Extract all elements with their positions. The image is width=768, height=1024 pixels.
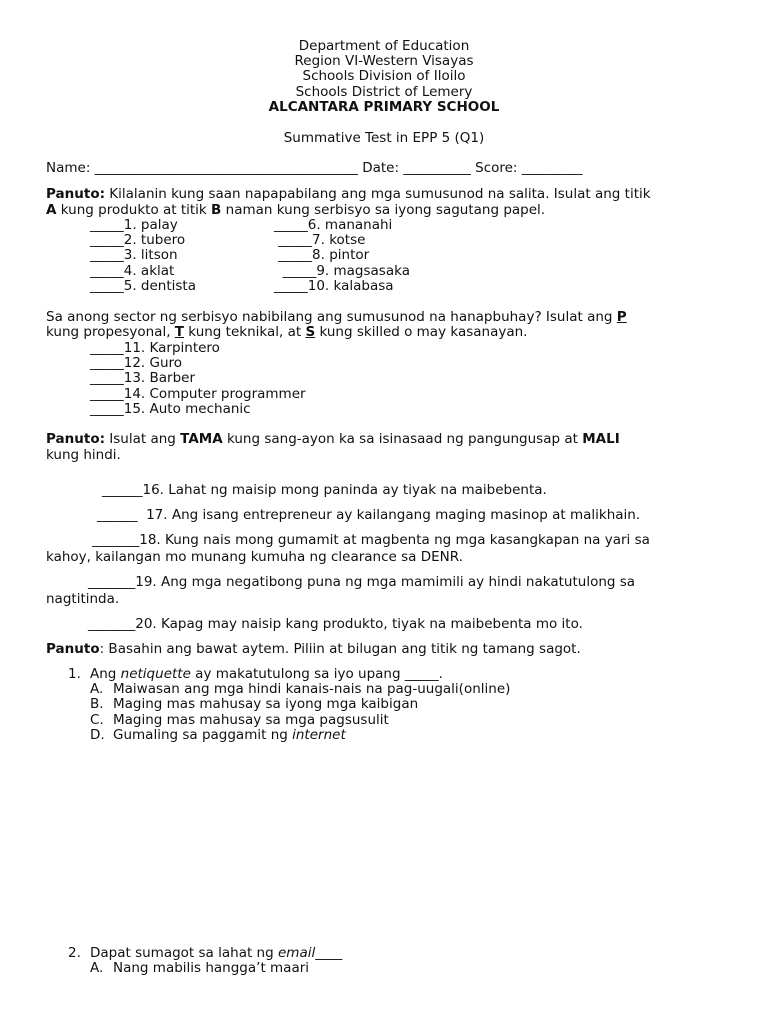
part2-text2: kung propesyonal, bbox=[46, 324, 175, 340]
q2-stem-em: email bbox=[277, 945, 316, 961]
question-1-stem bbox=[90, 667, 443, 682]
part1-letter-a: A bbox=[46, 202, 57, 218]
part2-item-13[interactable]: _____13. Barber bbox=[90, 370, 196, 386]
part4-text: : Basahin ang bawat aytem. Piliin at bilugan ang titik ng tamang sagot. bbox=[99, 641, 581, 657]
part3-instruction-line2: kung hindi. bbox=[46, 447, 121, 463]
part2-instruction-line2 bbox=[46, 325, 527, 340]
part2-item-12[interactable]: _____12. Guro bbox=[90, 355, 183, 371]
part1-letter-b: B bbox=[211, 202, 222, 218]
part1-panuto: Panuto: bbox=[46, 186, 105, 202]
school-name: ALCANTARA PRIMARY SCHOOL bbox=[268, 99, 500, 115]
q1-choice-d-letter[interactable]: D. bbox=[90, 727, 105, 743]
date-label: Date: bbox=[357, 160, 404, 176]
q1-choice-d-pre: Gumaling sa paggamit ng bbox=[113, 727, 293, 743]
q2-stem-post: ____ bbox=[315, 945, 343, 961]
part1-item-4[interactable]: _____4. aklat bbox=[90, 263, 175, 279]
part1-text3: naman kung serbisyo sa iyong sagutang papel. bbox=[221, 202, 546, 218]
part2-text3: kung teknikal, at bbox=[184, 324, 306, 340]
score-blank[interactable]: _________ bbox=[521, 160, 583, 176]
part2-item-15[interactable]: _____15. Auto mechanic bbox=[90, 401, 251, 417]
q1-choice-b-letter[interactable]: B. bbox=[90, 696, 104, 712]
score-label: Score: bbox=[470, 160, 522, 176]
part2-text1: Sa anong sector ng serbisyo nabibilang ang sumusunod na hanapbuhay? Isulat ang bbox=[46, 309, 617, 325]
part1-item-7[interactable]: _____7. kotse bbox=[274, 232, 366, 248]
part1-item-9[interactable]: _____9. magsasaka bbox=[274, 263, 410, 279]
student-info-line bbox=[46, 161, 583, 176]
q1-choice-c[interactable]: Maging mas mahusay sa mga pagsusulit bbox=[113, 712, 389, 728]
part3-text1: Isulat ang bbox=[105, 431, 181, 447]
part1-item-3[interactable]: _____3. litson bbox=[90, 247, 178, 263]
part1-item-5[interactable]: _____5. dentista bbox=[90, 278, 196, 294]
question-2-stem bbox=[90, 946, 342, 961]
question-2-number: 2. bbox=[68, 945, 81, 961]
part1-item-8[interactable]: _____8. pintor bbox=[274, 247, 370, 263]
q1-choice-d-em: internet bbox=[292, 727, 346, 743]
q2-choice-a-letter[interactable]: A. bbox=[90, 960, 104, 976]
part3-item-16[interactable]: ______16. Lahat ng maisip mong paninda ay tiyak na maibebenta. bbox=[102, 482, 547, 498]
part2-instruction-line1 bbox=[46, 310, 627, 325]
part1-text1: Kilalanin kung saan napapabilang ang mga sumusunod na salita. Isulat ang titik bbox=[105, 186, 651, 202]
q1-stem-em: netiquette bbox=[120, 666, 191, 682]
q1-choice-a-letter[interactable]: A. bbox=[90, 681, 104, 697]
part1-instruction-line1 bbox=[46, 187, 651, 202]
part3-item-19-line1[interactable]: _______19. Ang mga negatibong puna ng mga mamimili ay hindi nakatutulong sa bbox=[88, 574, 636, 590]
part1-text2: kung produkto at titik bbox=[56, 202, 212, 218]
part3-item-18-line1[interactable]: _______18. Kung nais mong gumamit at magbenta ng mga kasangkapan na yari sa bbox=[92, 532, 650, 548]
part3-text2: kung sang-ayon ka sa isinasaad ng pangungusap at bbox=[222, 431, 583, 447]
q1-choice-c-letter[interactable]: C. bbox=[90, 712, 104, 728]
part2-item-14[interactable]: _____14. Computer programmer bbox=[90, 386, 306, 402]
part3-item-19-line2: nagtitinda. bbox=[46, 591, 120, 607]
part1-item-2[interactable]: _____2. tubero bbox=[90, 232, 186, 248]
part3-item-17[interactable]: ______ 17. Ang isang entrepreneur ay kailangang maging masinop at malikhain. bbox=[97, 507, 641, 523]
part1-item-10[interactable]: _____10. kalabasa bbox=[274, 278, 394, 294]
header-district: Schools District of Lemery bbox=[295, 84, 473, 100]
part2-item-11[interactable]: _____11. Karpintero bbox=[90, 340, 220, 356]
part3-panuto: Panuto: bbox=[46, 431, 105, 447]
part3-item-20[interactable]: _______20. Kapag may naisip kang produkto, tiyak na maibebenta mo ito. bbox=[88, 616, 583, 632]
q1-choice-b[interactable]: Maging mas mahusay sa iyong mga kaibigan bbox=[113, 696, 419, 712]
part3-mali: MALI bbox=[582, 431, 620, 447]
part2-text4: kung skilled o may kasanayan. bbox=[315, 324, 528, 340]
part4-panuto: Panuto bbox=[46, 641, 100, 657]
header-division: Schools Division of Iloilo bbox=[302, 68, 466, 84]
test-title: Summative Test in EPP 5 (Q1) bbox=[283, 130, 485, 146]
part2-letter-s: S bbox=[305, 324, 316, 340]
q1-choice-d[interactable] bbox=[113, 728, 346, 743]
header-department: Department of Education bbox=[298, 38, 470, 54]
q1-stem-post: ay makatutulong sa iyo upang _____. bbox=[190, 666, 443, 682]
question-1-number: 1. bbox=[68, 666, 81, 682]
part4-instruction bbox=[46, 642, 581, 657]
name-label: Name: bbox=[46, 160, 95, 176]
name-blank[interactable]: _______________________________________ bbox=[94, 160, 358, 176]
part1-instruction-line2 bbox=[46, 203, 545, 218]
date-blank[interactable]: __________ bbox=[403, 160, 471, 176]
part2-letter-p: P bbox=[616, 309, 627, 325]
q2-choice-a[interactable]: Nang mabilis hangga’t maari bbox=[113, 960, 310, 976]
part1-item-1[interactable]: _____1. palay bbox=[90, 217, 178, 233]
part3-instruction-line1 bbox=[46, 432, 620, 447]
part3-item-18-line2: kahoy, kailangan mo munang kumuha ng clearance sa DENR. bbox=[46, 549, 463, 565]
q1-choice-a[interactable]: Maiwasan ang mga hindi kanais-nais na pag-uugali(online) bbox=[113, 681, 511, 697]
part1-item-6[interactable]: _____6. mananahi bbox=[274, 217, 393, 233]
q2-stem-pre: Dapat sumagot sa lahat ng bbox=[90, 945, 278, 961]
q1-stem-pre: Ang bbox=[90, 666, 121, 682]
part2-letter-t: T bbox=[174, 324, 184, 340]
part3-tama: TAMA bbox=[180, 431, 223, 447]
header-region: Region VI-Western Visayas bbox=[294, 53, 474, 69]
